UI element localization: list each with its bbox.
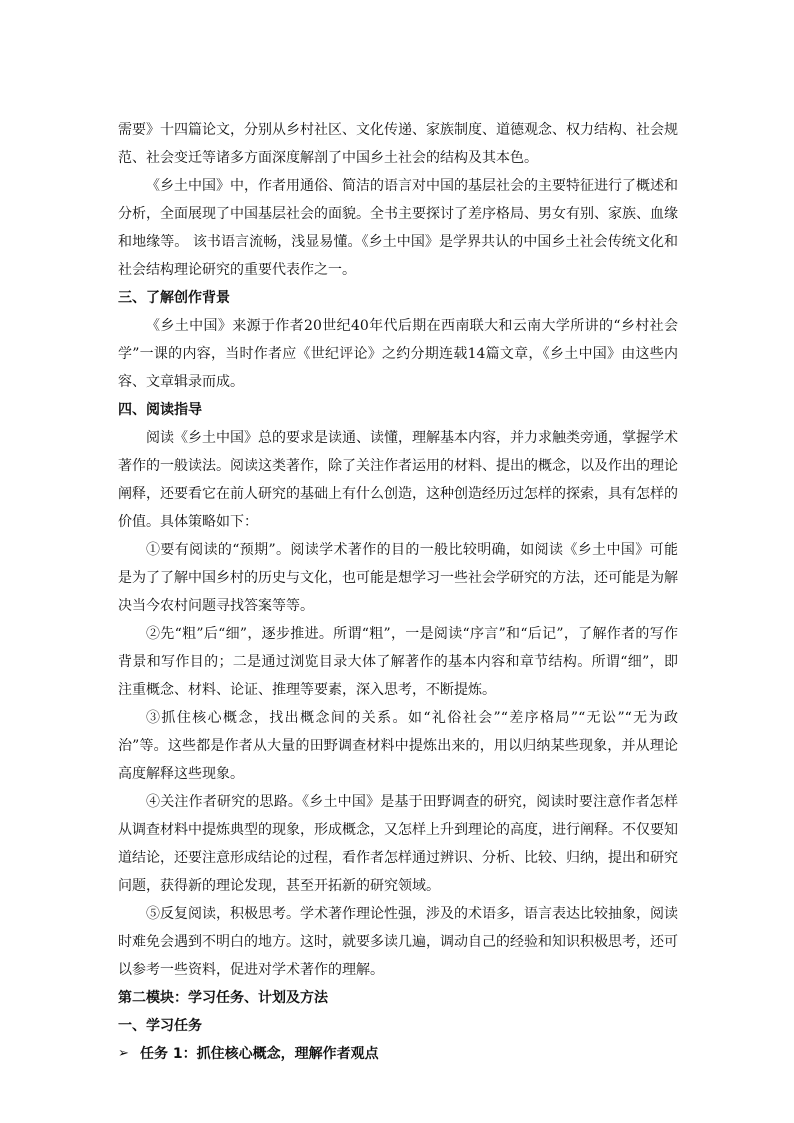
arrow-bullet-icon: ➢ — [118, 1046, 129, 1061]
paragraph-reading-guide-intro: 阅读《乡土中国》总的要求是读通、读懂，理解基本内容，并力求触类旁通，掌握学术著作的一般读法。阅读这类著作，除了关注作者运用的材料、提出的概念，以及作出的理论阐释，还要看它在前人研究的基础上有什么创造，这种创造经历过怎样的探索，具有怎样的价值。具体策略如下： — [118, 430, 678, 530]
paragraph-intro-continued: 需要》十四篇论文，分别从乡村社区、文化传递、家族制度、道德观念、权力结构、社会规范、社会变迁等诸多方面深度解剖了中国乡土社会的结构及其本色。 — [118, 122, 678, 166]
section-heading-reading-guide: 四、阅读指导 — [118, 402, 202, 418]
task-item-label: 任务 1：抓住核心概念，理解作者观点 — [140, 1046, 379, 1062]
document-page — [118, 116, 678, 1068]
strategy-item-5: ⑤反复阅读，积极思考。学术著作理论性强，涉及的术语多，语言表达比较抽象，阅读时难免会遇到不明白的地方。这时，就要多读几遍，调动自己的经验和知识积极思考，还可以参考一些资料，促进对学术著作的理解。 — [118, 906, 678, 978]
strategy-item-1: ①要有阅读的“预期”。阅读学术著作的目的一般比较明确，如阅读《乡土中国》可能是为了了解中国乡村的历史与文化，也可能是想学习一些社会学研究的方法，还可能是为解决当今农村问题寻找答案等等。 — [118, 542, 678, 614]
section-heading-background: 三、了解创作背景 — [118, 290, 230, 306]
module-heading-learning-tasks: 第二模块：学习任务、计划及方法 — [118, 990, 328, 1006]
strategy-item-2: ②先“粗”后“细”，逐步推进。所谓“粗”，一是阅读“序言”和“后记”，了解作者的写作背景和写作目的；二是通过浏览目录大体了解著作的基本内容和章节结构。所谓“细”，即注重概念、材料、论证、推理等要素，深入思考，不断提炼。 — [118, 626, 678, 698]
subsection-heading-learning-tasks: 一、学习任务 — [118, 1018, 202, 1034]
strategy-item-3: ③抓住核心概念，找出概念间的关系。如“礼俗社会”“差序格局”“无讼”“无为政治”等。这些都是作者从大量的田野调查材料中提炼出来的，用以归纳某些现象，并从理论高度解释这些现象。 — [118, 710, 678, 782]
paragraph-book-overview: 《乡土中国》中，作者用通俗、简洁的语言对中国的基层社会的主要特征进行了概述和分析，全面展现了中国基层社会的面貌。全书主要探讨了差序格局、男女有别、家族、血缘和地缘等。 该书语言流畅，浅显易懂。《乡土中国》是学界共认的中国乡土社会传统文化和社会结构理论研究的重要代表作之一。 — [118, 178, 678, 278]
paragraph-background: 《乡土中国》来源于作者20世纪40年代后期在西南联大和云南大学所讲的“乡村社会学”一课的内容，当时作者应《世纪评论》之约分期连载14篇文章，《乡土中国》由这些内容、文章辑录而成。 — [118, 318, 678, 390]
task-item-1 — [118, 1040, 678, 1068]
strategy-item-4: ④关注作者研究的思路。《乡土中国》是基于田野调查的研究，阅读时要注意作者怎样从调查材料中提炼典型的现象，形成概念，又怎样上升到理论的高度，进行阐释。不仅要知道结论，还要注意形成结论的过程，看作者怎样通过辨识、分析、比较、归纳，提出和研究问题，获得新的理论发现，甚至开拓新的研究领域。 — [118, 794, 678, 894]
